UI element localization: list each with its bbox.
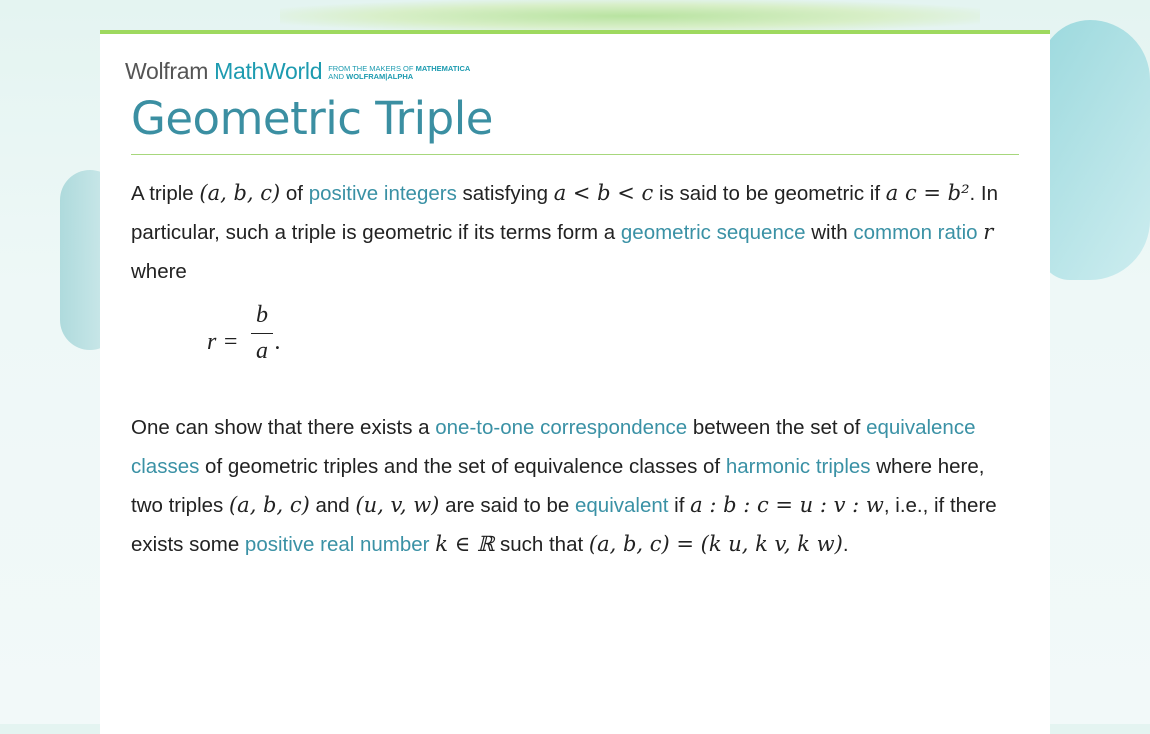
link-equivalent[interactable]: equivalent — [575, 494, 669, 517]
text-run: and — [309, 494, 356, 517]
paragraph — [131, 408, 1021, 564]
tagline-text: FROM THE MAKERS OF — [328, 64, 414, 73]
numerator: b — [256, 302, 268, 328]
inline-math: a < b < c — [553, 181, 654, 205]
inline-math: r — [983, 220, 994, 244]
text-run: with — [805, 221, 854, 244]
tagline-text: AND — [328, 72, 345, 81]
inline-math: a : b : c = u : v : w — [690, 493, 884, 517]
text-run: such that — [494, 533, 589, 556]
text-run: is said to be geometric if — [653, 182, 886, 205]
background-graphic-right — [1040, 20, 1150, 280]
background-banner — [280, 0, 980, 32]
article-card — [100, 30, 1050, 734]
inline-math: (a, b, c) — [228, 493, 310, 517]
text-run: of — [280, 182, 309, 205]
text-run: where — [131, 260, 187, 283]
link-positive-real-number[interactable]: positive real number — [244, 533, 430, 556]
paragraph — [131, 174, 1021, 291]
inline-math: (u, v, w) — [355, 493, 440, 517]
text-run: . In particular, such a triple is geometric if its terms form a — [131, 182, 999, 244]
text-run: are said to be — [439, 494, 575, 517]
title-divider — [131, 154, 1019, 155]
text-run: . — [842, 533, 849, 556]
logo-tagline — [328, 65, 470, 85]
mathworld-logo[interactable] — [125, 58, 470, 85]
link-harmonic-triples[interactable]: harmonic triples — [725, 455, 871, 478]
text-run: between the set of — [687, 416, 867, 439]
inline-math: (a, b, c) = (k u, k v, k w) — [588, 532, 843, 556]
text-run: , i.e., if there exists some — [131, 494, 997, 556]
text-run: of geometric triples and the set of equivalence classes of — [199, 455, 726, 478]
text-run: A triple — [131, 182, 200, 205]
link-equivalence-classes[interactable]: equivalence classes — [131, 416, 976, 478]
logo-wolfram: Wolfram — [125, 58, 209, 84]
text-run: satisfying — [456, 182, 554, 205]
link-positive-integers[interactable]: positive integers — [308, 182, 457, 205]
inline-math: (a, b, c) — [199, 181, 281, 205]
equation-ratio — [131, 291, 1021, 408]
page-title: Geometric Triple — [131, 92, 493, 145]
inline-math: a c = b² — [885, 181, 970, 205]
link-common-ratio[interactable]: common ratio — [853, 221, 978, 244]
logo-mathworld: MathWorld — [214, 58, 323, 84]
text-run: One can show that there exists a — [131, 416, 436, 439]
text-run: where here, two triples — [131, 455, 985, 517]
fraction — [251, 301, 273, 364]
link-one-to-one-correspondence[interactable]: one-to-one correspondence — [435, 416, 688, 439]
link-geometric-sequence[interactable]: geometric sequence — [620, 221, 806, 244]
equation-period: . — [275, 329, 281, 355]
article-content — [131, 174, 1021, 564]
equation-lhs: r = — [207, 329, 239, 355]
text-run: if — [668, 494, 691, 517]
inline-math: k ∈ ℝ — [435, 532, 495, 556]
fraction-bar — [251, 333, 273, 334]
tagline-wolframalpha: WOLFRAM|ALPHA — [346, 72, 414, 81]
tagline-mathematica: MATHEMATICA — [415, 64, 471, 73]
denominator: a — [256, 338, 268, 364]
